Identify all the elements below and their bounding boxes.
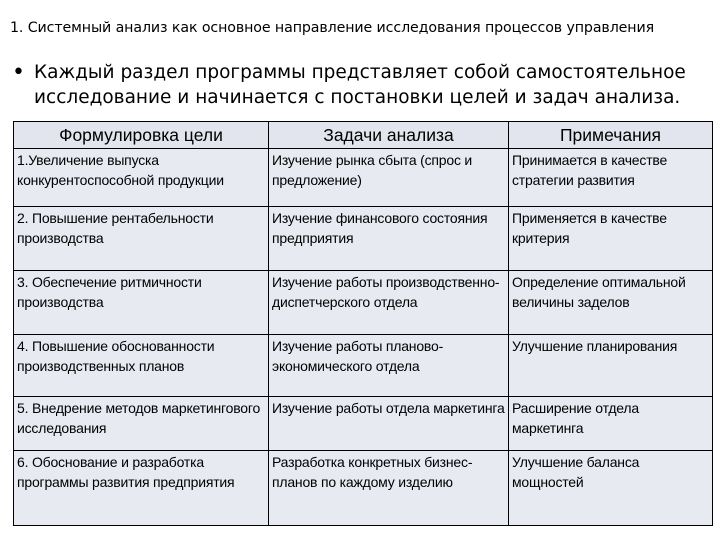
goal-cell: 5. Внедрение методов маркетингового исследования bbox=[14, 397, 269, 451]
goals-table bbox=[13, 121, 713, 526]
bullet-point bbox=[12, 60, 712, 110]
note-cell: Принимается в качестве стратегии развития bbox=[509, 149, 713, 207]
slide-title: 1. Системный анализ как основное направление исследования процессов управления bbox=[10, 20, 655, 36]
table-row bbox=[14, 451, 713, 526]
bullet-text: Каждый раздел программы представляет собой самостоятельное исследование и начинается с постановки целей и задач анализа. bbox=[34, 62, 686, 108]
column-header-goal: Формулировка цели bbox=[14, 122, 269, 149]
task-cell: Изучение работы производственно-диспетчерского отдела bbox=[269, 271, 509, 335]
table-row bbox=[14, 149, 713, 207]
table-row bbox=[14, 207, 713, 271]
column-header-notes: Примечания bbox=[509, 122, 713, 149]
note-cell: Применяется в качестве критерия bbox=[509, 207, 713, 271]
column-header-tasks: Задачи анализа bbox=[269, 122, 509, 149]
table-row bbox=[14, 271, 713, 335]
goal-cell: 6. Обоснование и разработка программы развития предприятия bbox=[14, 451, 269, 526]
task-cell: Разработка конкретных бизнес-планов по каждому изделию bbox=[269, 451, 509, 526]
note-cell: Улучшение планирования bbox=[509, 335, 713, 397]
bullet-marker: • bbox=[12, 60, 25, 85]
note-cell: Определение оптимальной величины заделов bbox=[509, 271, 713, 335]
goal-cell: 1.Увеличение выпуска конкурентоспособной продукции bbox=[14, 149, 269, 207]
task-cell: Изучение работы планово-экономического отдела bbox=[269, 335, 509, 397]
goal-cell: 4. Повышение обоснованности производственных планов bbox=[14, 335, 269, 397]
goal-cell: 2. Повышение рентабельности производства bbox=[14, 207, 269, 271]
goal-cell: 3. Обеспечение ритмичности производства bbox=[14, 271, 269, 335]
table-row bbox=[14, 397, 713, 451]
note-cell: Улучшение баланса мощностей bbox=[509, 451, 713, 526]
table-header-row bbox=[14, 122, 713, 149]
task-cell: Изучение работы отдела маркетинга bbox=[269, 397, 509, 451]
table-row bbox=[14, 335, 713, 397]
task-cell: Изучение рынка сбыта (спрос и предложение) bbox=[269, 149, 509, 207]
task-cell: Изучение финансового состояния предприятия bbox=[269, 207, 509, 271]
note-cell: Расширение отдела маркетинга bbox=[509, 397, 713, 451]
